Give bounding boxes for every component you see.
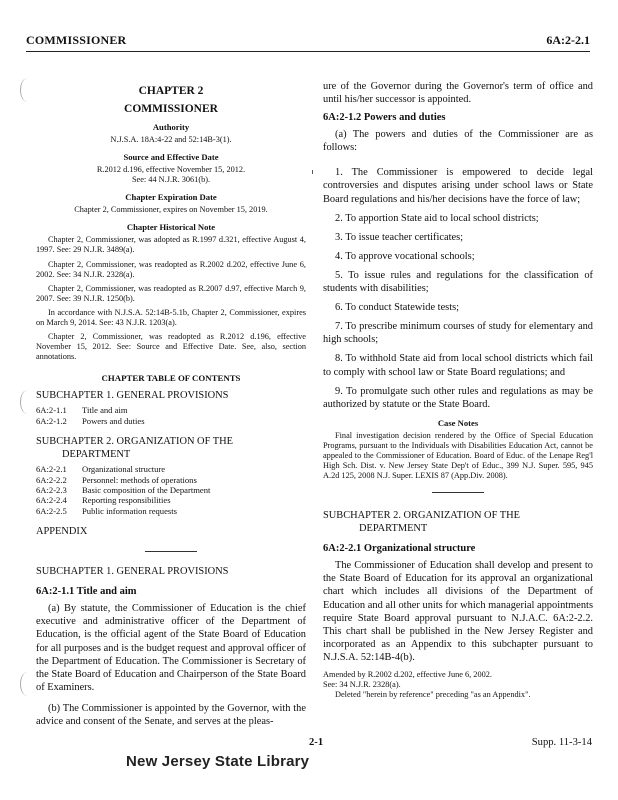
section-6a-2-2-1-heading: 6A:2-2.1 Organizational structure [323,543,476,555]
section-divider [145,551,197,552]
toc-entry-number: 6A:2-2.1 [36,464,67,475]
history-heading: Chapter Historical Note [126,222,216,233]
toc-entry-number: 6A:2-2.4 [36,495,67,506]
authority-heading: Authority [152,122,190,132]
duty-item-8: 8. To withhold State aid from local school districts which fail to comply with school law or State Board regulations; and [323,353,593,378]
section-6a-2-1-1-para-b: (b) The Commissioner is appointed by the Governor, with the advice and consent of the Senate, and serves at the pleas- [36,702,306,727]
duty-item-4: 4. To approve vocational schools; [335,250,475,262]
toc-appendix[interactable]: APPENDIX [36,526,88,538]
toc-entry-number: 6A:2-2.2 [36,474,67,485]
history-note: Chapter 2, Commissioner, was readopted as R.2012 d.196, effective November 15, 2012. See: Source and Effective Date. See, also, section annotations. [36,332,306,362]
toc-entry-title: Organizational structure [82,464,166,475]
continued-paragraph: ure of the Governor during the Governor's term of office and until his/her successor is appointed. [323,81,593,106]
toc-entry-number: 6A:2-1.2 [36,415,67,426]
section-6a-2-1-2-para-a: (a) The powers and duties of the Commissioner are as follows: [323,129,593,154]
right-column [323,80,593,700]
column-tick-mark [312,170,313,174]
expiration-heading: Chapter Expiration Date [125,192,217,203]
punch-hole-mark [20,672,35,696]
chapter-number: CHAPTER 2 [138,85,204,97]
header-chapter-name: COMMISSIONER [26,33,127,47]
punch-hole-mark [20,78,35,102]
toc-subchapter-1: SUBCHAPTER 1. GENERAL PROVISIONS [36,390,229,402]
toc-entry-number: 6A:2-2.3 [36,485,67,496]
toc-entry-title: Reporting responsibilities [82,495,171,506]
source-heading: Source and Effective Date [123,152,219,163]
subchapter-2-heading: SUBCHAPTER 2. ORGANIZATION OF THE [323,510,520,522]
section-6a-2-1-2-heading: 6A:2-1.2 Powers and duties [323,112,446,124]
duty-item-6: 6. To conduct Statewide tests; [335,302,460,314]
toc-list-1 [36,405,306,426]
punch-hole-mark [20,390,35,414]
toc-entry[interactable] [36,485,306,495]
subchapter-1-heading: SUBCHAPTER 1. GENERAL PROVISIONS [36,566,229,578]
toc-entry[interactable] [36,506,306,516]
section-6a-2-1-1-heading: 6A:2-1.1 Title and aim [36,586,137,598]
history-note: Chapter 2, Commissioner, was readopted as R.2007 d.97, effective March 9, 2007. See: 39 N.J.R. 1250(b). [36,283,306,303]
source-line-1: R.2012 d.196, effective November 15, 2012. [96,165,246,175]
source-line-2: See: 44 N.J.R. 3061(b). [131,175,211,185]
toc-subchapter-2: SUBCHAPTER 2. ORGANIZATION OF THE [36,436,233,448]
amendment-line-3: Deleted "herein by reference" preceding "as an Appendix". [335,690,531,700]
section-divider [432,492,484,493]
toc-entry-title: Powers and duties [82,415,145,426]
duty-item-9: 9. To promulgate such other rules and regulations as may be authorized by statute or the State Board. [323,385,593,410]
toc-entry[interactable] [36,405,306,415]
toc-list-2 [36,464,306,516]
history-note: Chapter 2, Commissioner, was readopted as R.2002 d.202, effective June 6, 2002. See: 34 N.J.R. 2328(a). [36,259,306,279]
duty-item-1: 1. The Commissioner is empowered to decide legal controversies and disputes arising under school laws or State Board regulations and his/her decisions have the force of law; [323,167,593,205]
toc-entry[interactable] [36,416,306,426]
expiration-text: Chapter 2, Commissioner, expires on November 15, 2019. [74,205,268,215]
section-6a-2-2-1-text: The Commissioner of Education shall develop and present to the State Board of Education for its approval an organizational chart which includes all divisions of the Department of Education and all other units for which managerial appointments require State Board approval pursuant to N.J.A.C. 6A:2-2.2. This chart shall be published in the New Jersey Register and incorporated as an Appendix to this subchapter pursuant to N.J.S.A. 52:14B-4(b). [323,560,593,663]
toc-entry-title: Title and aim [82,405,128,416]
duty-item-5: 5. To issue rules and regulations for the classification of students with disabilities; [323,269,593,295]
toc-entry-number: 6A:2-2.5 [36,505,67,516]
page-number: 2-1 [309,737,324,748]
library-stamp: New Jersey State Library [126,753,310,770]
case-note-text: Final investigation decision rendered by the Office of Special Education Programs, pursuant to the Individuals with Disabilities Education Act, cannot be appealed to the Commissioner of Education. Board of Educ. of the Lenape Reg'l High Sch. Dist. v. New Jersey State Dep't of Educ., 399 N.J. Super. 595, 945 A.2d 125, 2008 N.J. Super. LEXIS 87 (App.Div. 2008). [323,430,593,481]
history-note: In accordance with N.J.S.A. 52:14B-5.1b, Chapter 2, Commissioner, expires on March 9, 2014. See: 43 N.J.R. 1203(a). [36,307,306,328]
toc-entry[interactable] [36,495,306,505]
toc-heading: CHAPTER TABLE OF CONTENTS [101,373,241,384]
toc-entry[interactable] [36,464,306,474]
amendment-line-2: See: 34 N.J.R. 2328(a). [323,680,401,690]
header-rule [26,51,590,52]
header-section-number: 6A:2-2.1 [546,33,590,47]
toc-entry-title: Public information requests [82,505,177,516]
toc-entry[interactable] [36,475,306,485]
duty-item-7: 7. To prescribe minimum courses of study for elementary and high schools; [323,321,593,346]
toc-entry-title: Personnel: methods of operations [82,474,197,485]
section-6a-2-1-1-para-a: (a) By statute, the Commissioner of Education is the chief executive and administrative officer of the Department of Education, is the official agent of the State Board of Education for all purposes and is the budget request and approval officer of the Department of Education. The Commissioner is Secretary of the State Board of Education and Chairperson of the State Board of Examiners. [36,603,306,693]
case-notes-heading: Case Notes [437,417,479,428]
history-note: Chapter 2, Commissioner, was adopted as R.1997 d.321, effective August 4, 1997. See: 29 N.J.R. 3489(a). [36,235,306,255]
left-column [36,80,306,734]
toc-subchapter-2-cont: DEPARTMENT [62,449,131,461]
toc-entry-title: Basic composition of the Department [82,485,211,496]
subchapter-2-heading-cont: DEPARTMENT [359,523,428,535]
authority-text: N.J.S.A. 18A:4-22 and 52:14B-3(1). [110,135,232,144]
supplement-date: Supp. 11-3-14 [531,737,592,748]
amendment-line-1: Amended by R.2002 d.202, effective June 6, 2002. [323,670,492,679]
chapter-title: COMMISSIONER [124,103,218,115]
toc-entry-number: 6A:2-1.1 [36,405,67,416]
duty-item-3: 3. To issue teacher certificates; [335,231,464,243]
duty-item-2: 2. To apportion State aid to local school districts; [335,212,539,224]
